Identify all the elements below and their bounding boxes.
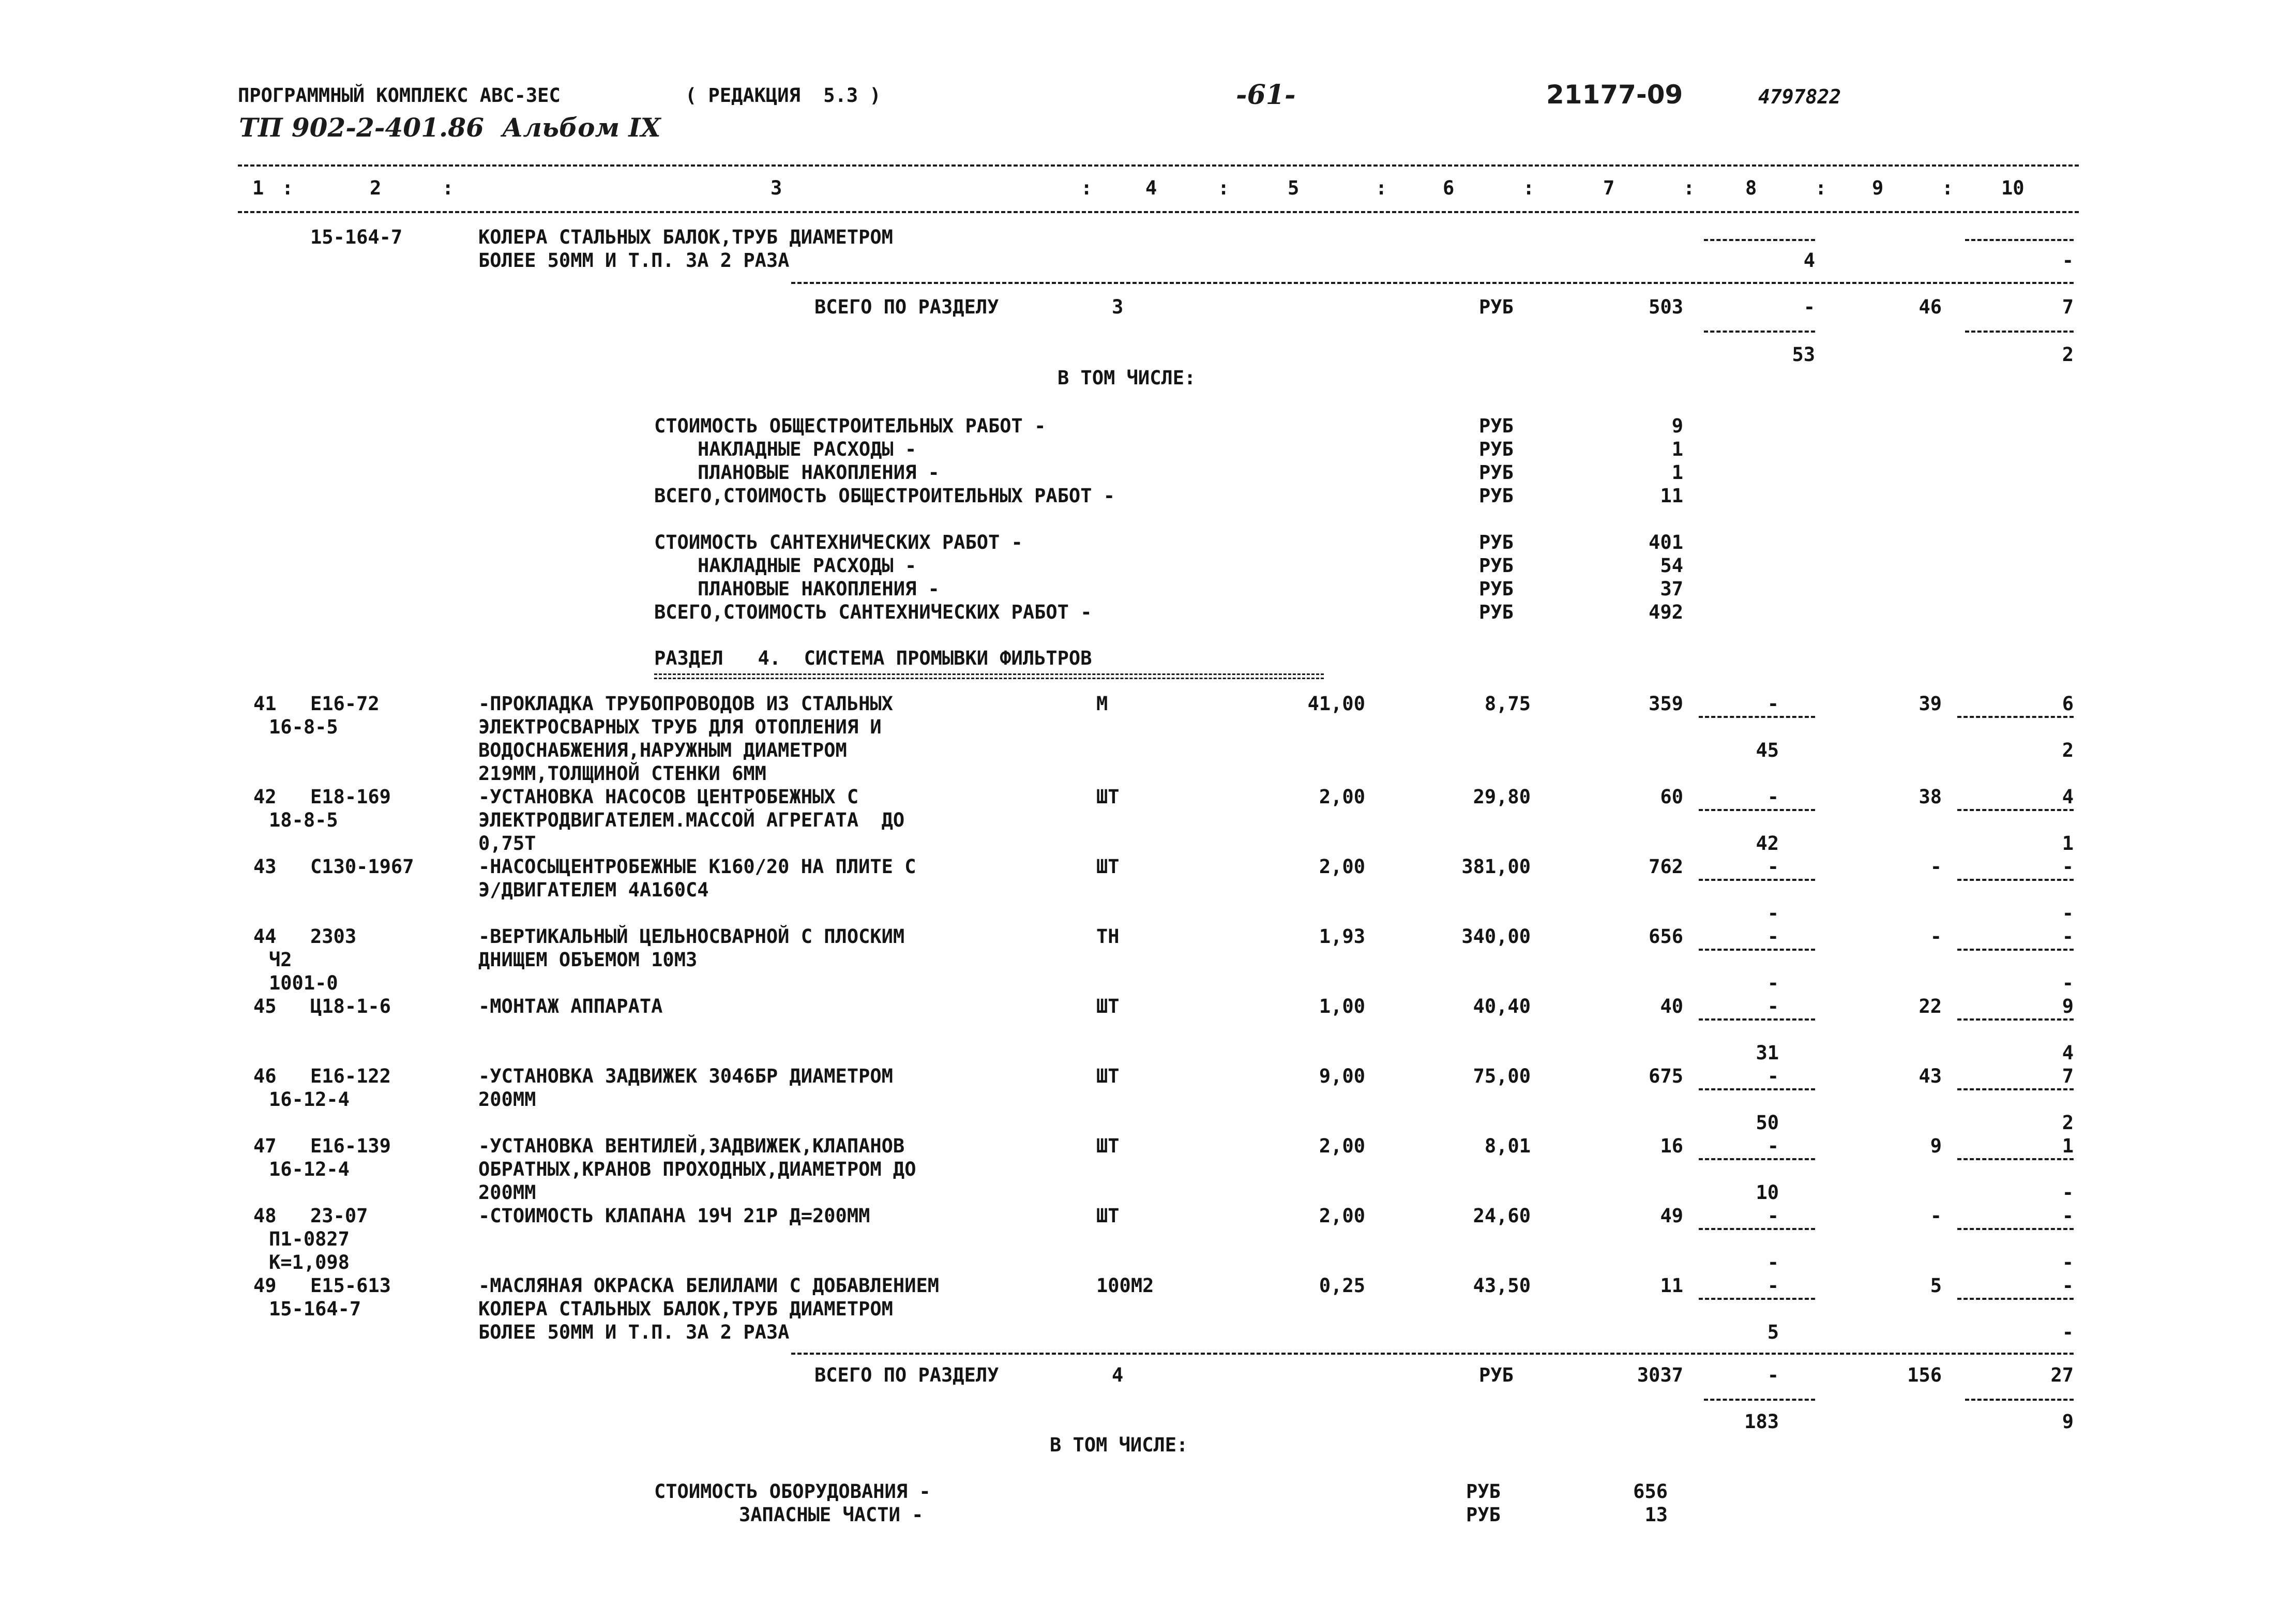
- item-col10-bottom: -: [2062, 972, 2074, 994]
- item-code: 18-8-5: [269, 809, 338, 831]
- item-col10-bottom: 2: [2062, 739, 2074, 761]
- item-description: -ПРОКЛАДКА ТРУБОПРОВОДОВ ИЗ СТАЛЬНЫХ: [478, 693, 893, 715]
- item-unit: ШТ: [1096, 856, 1120, 878]
- item-code: 16-8-5: [269, 716, 338, 738]
- item-col8-bottom: 31: [1756, 1042, 1779, 1064]
- section-total-rule: [791, 282, 2074, 284]
- column-header-5: 5: [1288, 177, 1300, 199]
- item-description: -УСТАНОВКА ЗАДВИЖЕК 3046БР ДИАМЕТРОМ: [478, 1065, 893, 1087]
- item-col9: 43: [1919, 1065, 1942, 1087]
- item-total: 11: [1660, 1275, 1683, 1297]
- item-col10-bottom: -: [2062, 1181, 2074, 1204]
- item-total: 49: [1660, 1205, 1683, 1227]
- item-quantity: 2,00: [1319, 1135, 1365, 1157]
- summary-value: 1: [1671, 461, 1683, 484]
- item-description: КОЛЕРА СТАЛЬНЫХ БАЛОК,ТРУБ ДИАМЕТРОМ: [478, 226, 893, 248]
- item-description: 0,75Т: [478, 832, 536, 855]
- item-col8-bottom: 5: [1767, 1321, 1779, 1343]
- item-col8-bottom: -: [1767, 972, 1779, 994]
- section-total-col10-top: 7: [2062, 296, 2074, 318]
- section-total-col7: 503: [1649, 296, 1683, 318]
- summary-label: ВСЕГО,СТОИМОСТЬ САНТЕХНИЧЕСКИХ РАБОТ -: [654, 601, 1092, 623]
- summary-unit: РУБ: [1479, 531, 1514, 553]
- item-col10-top: -: [2062, 1275, 2074, 1297]
- item-col9: 9: [1930, 1135, 1942, 1157]
- item-col8-bottom: 10: [1756, 1181, 1779, 1204]
- item-code: П1-0827: [269, 1228, 350, 1250]
- summary-label: СТОИМОСТЬ ОБОРУДОВАНИЯ -: [654, 1480, 931, 1503]
- including-label: В ТОМ ЧИСЛЕ:: [1050, 1434, 1188, 1456]
- item-unit-price: 29,80: [1473, 786, 1531, 808]
- item-quantity: 1,93: [1319, 925, 1365, 948]
- item-unit: М: [1096, 693, 1108, 715]
- document-code: 21177-09: [1546, 80, 1683, 110]
- document-number: 4797822: [1758, 85, 1841, 108]
- item-description: ОБРАТНЫХ,КРАНОВ ПРОХОДНЫХ,ДИАМЕТРОМ ДО: [478, 1158, 916, 1180]
- item-col10-top: -: [2062, 925, 2074, 948]
- item-col8-top: -: [1767, 856, 1779, 878]
- cell-divider: [1704, 239, 1815, 241]
- item-col8-top: -: [1767, 786, 1779, 808]
- item-unit-price: 381,00: [1461, 856, 1531, 878]
- item-description: БОЛЕЕ 50ММ И Т.П. ЗА 2 РАЗА: [478, 1321, 790, 1343]
- cell-divider: [1704, 331, 1815, 333]
- section-total-col8-bottom: 53: [1792, 343, 1815, 366]
- item-total: 40: [1660, 995, 1683, 1017]
- item-quantity: 9,00: [1319, 1065, 1365, 1087]
- item-col8-bottom: -: [1767, 902, 1779, 924]
- item-description: ЭЛЕКТРОДВИГАТЕЛЕМ.МАССОЙ АГРЕГАТА ДО: [478, 809, 905, 831]
- cell-divider: [1957, 1088, 2074, 1090]
- item-col8-top: -: [1767, 1275, 1779, 1297]
- page-number: -61-: [1236, 79, 1296, 111]
- column-separator: :: [1523, 177, 1535, 199]
- summary-unit: РУБ: [1479, 485, 1514, 507]
- summary-label: ВСЕГО,СТОИМОСТЬ ОБЩЕСТРОИТЕЛЬНЫХ РАБОТ -: [654, 485, 1115, 507]
- cell-divider: [1957, 1298, 2074, 1300]
- cell-divider: [1957, 1018, 2074, 1021]
- cell-divider: [1699, 879, 1815, 881]
- item-quantity: 2,00: [1319, 856, 1365, 878]
- edition-label: ( РЕДАКЦИЯ 5.3 ): [685, 84, 881, 107]
- item-col10-bottom: 1: [2062, 832, 2074, 855]
- item-description: -ВЕРТИКАЛЬНЫЙ ЦЕЛЬНОСВАРНОЙ С ПЛОСКИМ: [478, 925, 905, 948]
- item-col9: -: [1930, 856, 1942, 878]
- cell-divider: [1957, 809, 2074, 811]
- item-description: -УСТАНОВКА ВЕНТИЛЕЙ,ЗАДВИЖЕК,КЛАПАНОВ: [478, 1135, 905, 1157]
- item-number: 46: [253, 1065, 277, 1087]
- summary-value: 37: [1660, 578, 1683, 600]
- summary-unit: РУБ: [1479, 601, 1514, 623]
- item-total: 656: [1649, 925, 1683, 948]
- item-description: Э/ДВИГАТЕЛЕМ 4А160С4: [478, 879, 709, 901]
- item-total: 359: [1649, 693, 1683, 715]
- item-description: -НАСОСЫЦЕНТРОБЕЖНЫЕ К160/20 НА ПЛИТЕ С: [478, 856, 916, 878]
- item-col8-top: -: [1767, 925, 1779, 948]
- column-header-10: 10: [2001, 177, 2025, 199]
- item-col8-bottom: 45: [1756, 739, 1779, 761]
- section-total-number: 3: [1112, 296, 1124, 318]
- section-total-col10-top: 27: [2050, 1364, 2074, 1386]
- item-quantity: 0,25: [1319, 1275, 1365, 1297]
- item-unit: ШТ: [1096, 786, 1120, 808]
- summary-value: 1: [1671, 438, 1683, 460]
- item-code: Ч2: [269, 949, 292, 971]
- item-code: 2303: [310, 925, 357, 948]
- summary-value: 492: [1649, 601, 1683, 623]
- section-total-unit: РУБ: [1479, 296, 1514, 318]
- cell-divider: [1957, 879, 2074, 881]
- cell-divider: [1699, 1018, 1815, 1021]
- item-unit: ШТ: [1096, 1135, 1120, 1157]
- cell-divider: [1699, 1298, 1815, 1300]
- program-title: ПРОГРАММНЫЙ КОМПЛЕКС АВС-3ЕС: [238, 84, 561, 107]
- item-code: Е15-613: [310, 1275, 391, 1297]
- summary-label: ЗАПАСНЫЕ ЧАСТИ -: [739, 1504, 924, 1526]
- cell-divider: [1699, 1228, 1815, 1230]
- item-col9: -: [1930, 1205, 1942, 1227]
- item-col8-bottom: 42: [1756, 832, 1779, 855]
- column-header-6: 6: [1443, 177, 1455, 199]
- section-total-col8-top: -: [1803, 296, 1815, 318]
- summary-value: 9: [1671, 415, 1683, 437]
- item-col9: 22: [1919, 995, 1942, 1017]
- item-code: С130-1967: [310, 856, 414, 878]
- summary-label: СТОИМОСТЬ ОБЩЕСТРОИТЕЛЬНЫХ РАБОТ -: [654, 415, 1046, 437]
- cell-divider: [1704, 1399, 1815, 1401]
- item-col8-top: -: [1767, 995, 1779, 1017]
- cell-divider: [1957, 949, 2074, 951]
- section-total-col7: 3037: [1637, 1364, 1683, 1386]
- section-total-col8-bottom: 183: [1744, 1411, 1779, 1433]
- column-separator: :: [1376, 177, 1387, 199]
- item-number: 44: [253, 925, 277, 948]
- summary-label: ПЛАНОВЫЕ НАКОПЛЕНИЯ -: [698, 578, 940, 600]
- item-col10-bottom: -: [2062, 902, 2074, 924]
- column-header-9: 9: [1872, 177, 1884, 199]
- item-description: КОЛЕРА СТАЛЬНЫХ БАЛОК,ТРУБ ДИАМЕТРОМ: [478, 1298, 893, 1320]
- summary-value: 656: [1633, 1480, 1668, 1503]
- item-code: 1001-0: [269, 972, 338, 994]
- cell-divider: [1699, 716, 1815, 718]
- item-col10-bottom: 2: [2062, 1112, 2074, 1134]
- item-unit-price: 8,75: [1484, 693, 1531, 715]
- item-number: 43: [253, 856, 277, 878]
- column-separator: :: [1815, 177, 1827, 199]
- column-header-4: 4: [1145, 177, 1157, 199]
- item-code: 23-07: [310, 1205, 368, 1227]
- item-col10-top: 6: [2062, 693, 2074, 715]
- item-number: 42: [253, 786, 277, 808]
- item-unit: 100М2: [1096, 1275, 1154, 1297]
- summary-value: 13: [1644, 1504, 1668, 1526]
- item-col8-top: -: [1767, 1065, 1779, 1087]
- including-label: В ТОМ ЧИСЛЕ:: [1058, 367, 1196, 389]
- cell-divider: [1699, 1158, 1815, 1160]
- section-total-label: ВСЕГО ПО РАЗДЕЛУ: [814, 1364, 999, 1386]
- item-code: Е16-139: [310, 1135, 391, 1157]
- summary-value: 54: [1660, 554, 1683, 577]
- handwritten-album-note: ТП 902-2-401.86 Альбом IX: [239, 112, 661, 143]
- summary-value: 11: [1660, 485, 1683, 507]
- item-col8-bottom: -: [1767, 1251, 1779, 1273]
- section-heading: РАЗДЕЛ 4. СИСТЕМА ПРОМЫВКИ ФИЛЬТРОВ: [654, 647, 1092, 669]
- item-col10-top: 9: [2062, 995, 2074, 1017]
- item-unit-price: 8,01: [1484, 1135, 1531, 1157]
- section-total-col9: 156: [1907, 1364, 1942, 1386]
- column-header-7: 7: [1603, 177, 1615, 199]
- cell-divider: [1699, 1088, 1815, 1090]
- section-heading-underline: [654, 673, 1324, 675]
- item-code: 16-12-4: [269, 1088, 350, 1111]
- item-quantity: 2,00: [1319, 786, 1365, 808]
- summary-unit: РУБ: [1479, 415, 1514, 437]
- column-separator: :: [1081, 177, 1093, 199]
- item-quantity: 41,00: [1307, 693, 1365, 715]
- item-description: 219ММ,ТОЛЩИНОЙ СТЕНКИ 6ММ: [478, 762, 766, 785]
- cell-divider: [1965, 239, 2074, 241]
- item-col10-top: -: [2062, 1205, 2074, 1227]
- cell-divider: [1965, 331, 2074, 333]
- section-total-rule: [791, 1353, 2074, 1355]
- item-unit-price: 340,00: [1461, 925, 1531, 948]
- item-col8-top: -: [1767, 1205, 1779, 1227]
- item-total: 675: [1649, 1065, 1683, 1087]
- item-unit: ТН: [1096, 925, 1120, 948]
- item-col8-bottom: 50: [1756, 1112, 1779, 1134]
- item-col8-top: -: [1767, 1135, 1779, 1157]
- item-unit-price: 24,60: [1473, 1205, 1531, 1227]
- item-col10-bottom: -: [2062, 1251, 2074, 1273]
- summary-value: 401: [1649, 531, 1683, 553]
- cell-divider: [1965, 1399, 2074, 1401]
- item-col10-top: -: [2062, 856, 2074, 878]
- item-code: 15-164-7: [310, 226, 403, 248]
- summary-unit: РУБ: [1479, 461, 1514, 484]
- item-code: Ц18-1-6: [310, 995, 391, 1017]
- item-total: 60: [1660, 786, 1683, 808]
- item-unit-price: 75,00: [1473, 1065, 1531, 1087]
- cell-divider: [1957, 1158, 2074, 1160]
- item-unit: ШТ: [1096, 1065, 1120, 1087]
- item-code: Е16-72: [310, 693, 380, 715]
- item-description: БОЛЕЕ 50ММ И Т.П. ЗА 2 РАЗА: [478, 249, 790, 272]
- item-number: 41: [253, 693, 277, 715]
- item-col9: 5: [1930, 1275, 1942, 1297]
- summary-unit: РУБ: [1479, 554, 1514, 577]
- item-col9: 38: [1919, 786, 1942, 808]
- column-header-1: 1: [252, 177, 264, 199]
- table-header-rule: [238, 211, 2079, 213]
- item-code: К=1,098: [269, 1251, 350, 1273]
- item-number: 45: [253, 995, 277, 1017]
- item-number: 48: [253, 1205, 277, 1227]
- item-col8-top: -: [1767, 693, 1779, 715]
- item-col10-top: 4: [2062, 786, 2074, 808]
- section-total-number: 4: [1112, 1364, 1124, 1386]
- item-description: ЭЛЕКТРОСВАРНЫХ ТРУБ ДЛЯ ОТОПЛЕНИЯ И: [478, 716, 882, 738]
- item-description: -МАСЛЯНАЯ ОКРАСКА БЕЛИЛАМИ С ДОБАВЛЕНИЕМ: [478, 1275, 940, 1297]
- item-col9: 39: [1919, 693, 1942, 715]
- item-number: 47: [253, 1135, 277, 1157]
- section-total-col8-top: -: [1767, 1364, 1779, 1386]
- item-description: 200ММ: [478, 1181, 536, 1204]
- section-total-col9: 46: [1919, 296, 1942, 318]
- section-total-label: ВСЕГО ПО РАЗДЕЛУ: [814, 296, 999, 318]
- column-header-3: 3: [771, 177, 782, 199]
- column-separator: :: [442, 177, 454, 199]
- item-description: -УСТАНОВКА НАСОСОВ ЦЕНТРОБЕЖНЫХ С: [478, 786, 859, 808]
- column-separator: :: [1942, 177, 1954, 199]
- column-separator: :: [282, 177, 294, 199]
- item-total: 762: [1649, 856, 1683, 878]
- item-quantity: 1,00: [1319, 995, 1365, 1017]
- item-col10-bottom: -: [2062, 1321, 2074, 1343]
- item-description: ДНИЩЕМ ОБЪЕМОМ 10М3: [478, 949, 698, 971]
- summary-unit: РУБ: [1479, 438, 1514, 460]
- summary-unit: РУБ: [1466, 1480, 1501, 1503]
- summary-unit: РУБ: [1466, 1504, 1501, 1526]
- cell-divider: [1699, 949, 1815, 951]
- cell-divider: [1957, 716, 2074, 718]
- cell-divider: [1699, 809, 1815, 811]
- item-code: Е18-169: [310, 786, 391, 808]
- table-top-rule: [238, 164, 2079, 167]
- item-description: -МОНТАЖ АППАРАТА: [478, 995, 663, 1017]
- item-code: Е16-122: [310, 1065, 391, 1087]
- section-total-col10-bottom: 9: [2062, 1411, 2074, 1433]
- item-col10-bottom: -: [2062, 249, 2074, 272]
- item-description: 200ММ: [478, 1088, 536, 1111]
- summary-label: НАКЛАДНЫЕ РАСХОДЫ -: [698, 438, 917, 460]
- item-unit: ШТ: [1096, 995, 1120, 1017]
- section-heading-underline: [654, 678, 1324, 679]
- item-unit: ШТ: [1096, 1205, 1120, 1227]
- item-unit-price: 40,40: [1473, 995, 1531, 1017]
- item-description: -СТОИМОСТЬ КЛАПАНА 19Ч 21Р Д=200ММ: [478, 1205, 870, 1227]
- summary-label: ПЛАНОВЫЕ НАКОПЛЕНИЯ -: [698, 461, 940, 484]
- cell-divider: [1957, 1228, 2074, 1230]
- column-header-2: 2: [370, 177, 382, 199]
- column-separator: :: [1218, 177, 1230, 199]
- summary-label: СТОИМОСТЬ САНТЕХНИЧЕСКИХ РАБОТ -: [654, 531, 1023, 553]
- column-header-8: 8: [1745, 177, 1757, 199]
- item-unit-price: 43,50: [1473, 1275, 1531, 1297]
- item-col8-bottom: 4: [1803, 249, 1815, 272]
- item-number: 49: [253, 1275, 277, 1297]
- summary-label: НАКЛАДНЫЕ РАСХОДЫ -: [698, 554, 917, 577]
- item-col10-top: 7: [2062, 1065, 2074, 1087]
- summary-unit: РУБ: [1479, 578, 1514, 600]
- section-total-unit: РУБ: [1479, 1364, 1514, 1386]
- item-total: 16: [1660, 1135, 1683, 1157]
- item-code: 16-12-4: [269, 1158, 350, 1180]
- item-col9: -: [1930, 925, 1942, 948]
- item-quantity: 2,00: [1319, 1205, 1365, 1227]
- section-total-col10-bottom: 2: [2062, 343, 2074, 366]
- column-separator: :: [1683, 177, 1695, 199]
- item-col10-top: 1: [2062, 1135, 2074, 1157]
- item-description: ВОДОСНАБЖЕНИЯ,НАРУЖНЫМ ДИАМЕТРОМ: [478, 739, 847, 761]
- item-col10-bottom: 4: [2062, 1042, 2074, 1064]
- item-code: 15-164-7: [269, 1298, 361, 1320]
